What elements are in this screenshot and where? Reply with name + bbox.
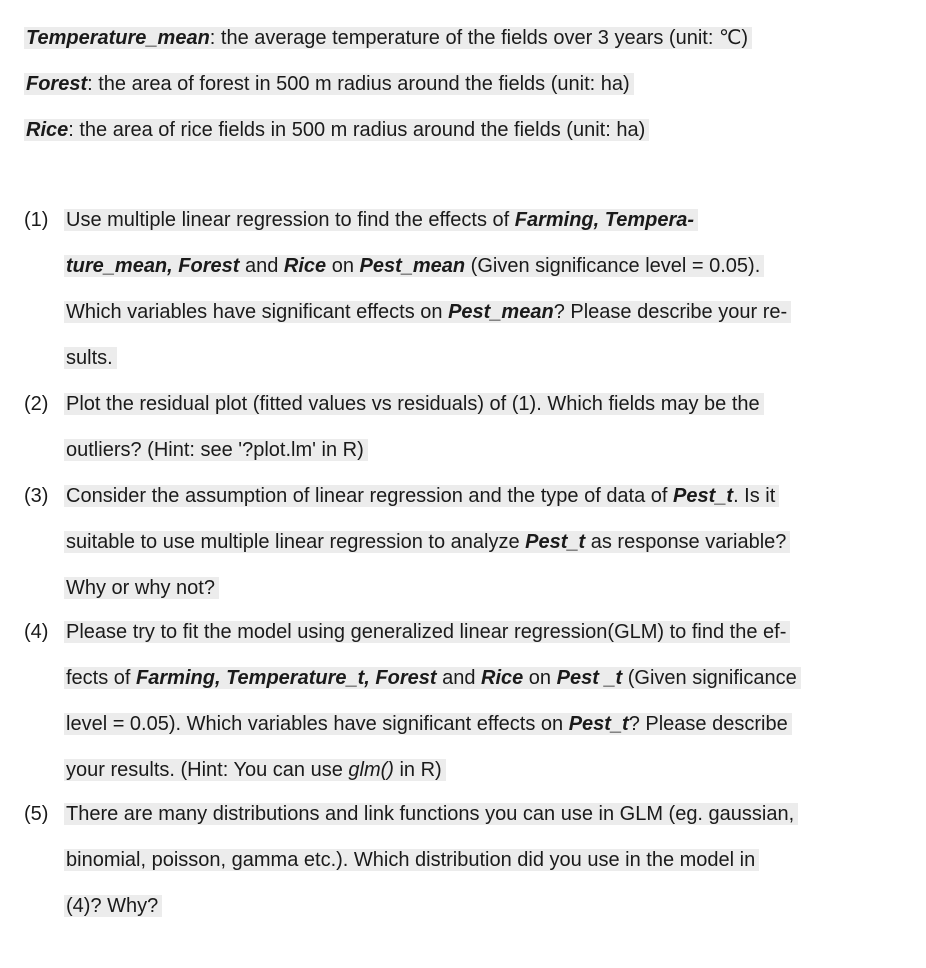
question-4-line-4: your results. (Hint: You can use glm() in R) xyxy=(64,756,446,784)
question-3-line-2: suitable to use multiple linear regression to analyze Pest_t as response variable? xyxy=(64,528,790,556)
term-temperature-mean: Temperature_mean xyxy=(26,27,210,49)
question-5-line-1: There are many distributions and link functions you can use in GLM (eg. gaussian, xyxy=(64,800,798,828)
question-5-line-2: binomial, poisson, gamma etc.). Which distribution did you use in the model in xyxy=(64,846,759,874)
definition-rice xyxy=(24,116,649,144)
question-1-line-1: Use multiple linear regression to find the effects of Farming, Tempera- xyxy=(64,206,698,234)
definition-temperature-mean xyxy=(24,24,752,52)
definition-text: : the average temperature of the fields over 3 years (unit: ℃) xyxy=(209,27,749,49)
question-4-line-3: level = 0.05). Which variables have significant effects on Pest_t? Please describe xyxy=(64,710,792,738)
definition-text: : the area of rice fields in 500 m radius around the fields (unit: ha) xyxy=(68,119,646,141)
definition-forest xyxy=(24,70,634,98)
question-number: (3) xyxy=(24,485,49,507)
question-number: (4) xyxy=(24,621,49,643)
question-2-line-2: outliers? (Hint: see '?plot.lm' in R) xyxy=(64,436,368,464)
question-2-line-1: Plot the residual plot (fitted values vs residuals) of (1). Which fields may be the xyxy=(64,390,764,418)
question-1-line-4: sults. xyxy=(64,344,117,372)
question-number: (5) xyxy=(24,803,49,825)
question-1-line-2: ture_mean, Forest and Rice on Pest_mean (Given significance level = 0.05). xyxy=(64,252,764,280)
question-number: (2) xyxy=(24,393,49,415)
question-5-line-3: (4)? Why? xyxy=(64,892,162,920)
question-3-line-1: Consider the assumption of linear regression and the type of data of Pest_t. Is it xyxy=(64,482,779,510)
question-3-line-3: Why or why not? xyxy=(64,574,219,602)
question-4-line-2: fects of Farming, Temperature_t, Forest and Rice on Pest _t (Given significance xyxy=(64,664,801,692)
question-number: (1) xyxy=(24,209,49,231)
question-4-line-1: Please try to fit the model using generalized linear regression(GLM) to find the ef- xyxy=(64,618,790,646)
term-rice: Rice xyxy=(26,119,69,141)
question-1-line-3: Which variables have significant effects on Pest_mean? Please describe your re- xyxy=(64,298,791,326)
definition-text: : the area of forest in 500 m radius around the fields (unit: ha) xyxy=(87,73,630,95)
term-forest: Forest xyxy=(26,73,88,95)
